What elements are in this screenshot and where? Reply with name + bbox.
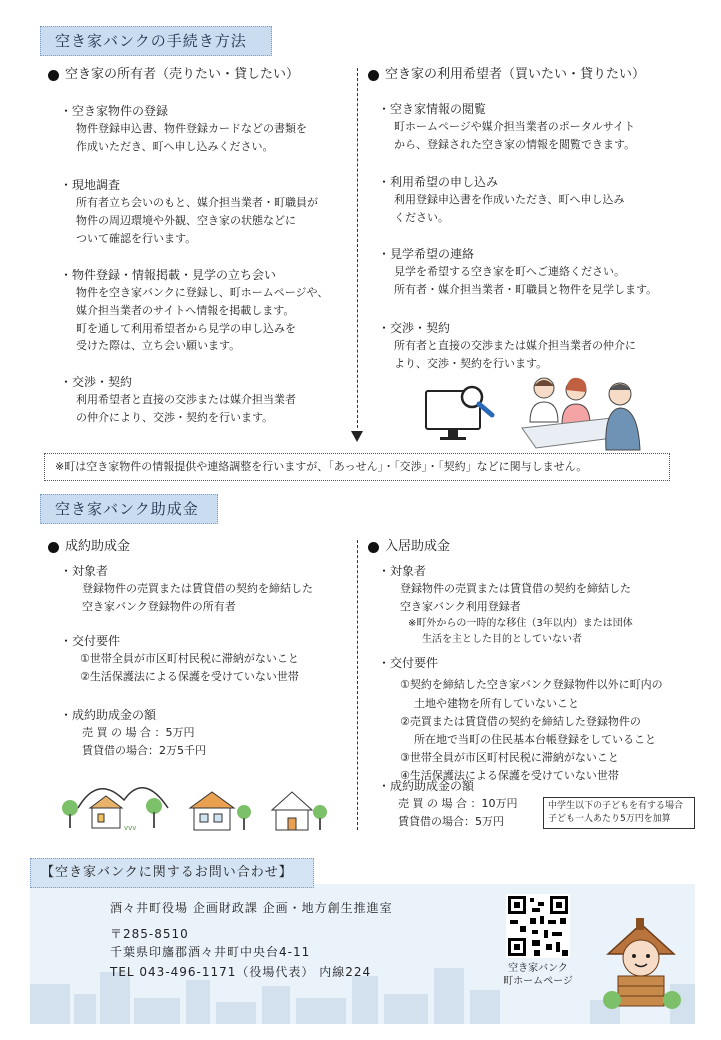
step-line: の仲介により、交渉・契約を行います。 (76, 410, 274, 424)
monitor-search-icon (424, 383, 500, 445)
step-label: ・ 物件登録・情報掲載・見学の立ち会い (60, 267, 360, 284)
item-line: 賃貸借の場合：5万円 (398, 814, 504, 828)
item-line: ②生活保護法による保護を受けていない世帯 (80, 669, 299, 683)
item-label: ・ 対象者 (60, 563, 360, 580)
user-heading-text: 空き家の利用希望者（買いたい・貸りたい） (385, 67, 646, 82)
house-mascot-icon (598, 914, 684, 1012)
step-line: から、登録された空き家の情報を閲覧できます。 (394, 137, 636, 151)
step-label: ・ 空き家物件の登録 (60, 103, 360, 120)
item-line: 空き家バンク登録物件の所有者 (82, 599, 236, 613)
owner-heading (48, 66, 348, 85)
item-label: ・ 交付要件 (60, 633, 360, 650)
contract-grant-heading-text: 成約助成金 (65, 539, 131, 554)
column-divider (357, 540, 358, 830)
contact-title: 【空き家バンクに関するお問い合わせ】 (30, 858, 314, 888)
user-step-apply (378, 174, 698, 227)
contract-amount (60, 707, 360, 760)
contact-tel: TEL 043-496-1171（役場代表） 内線224 (110, 965, 372, 979)
down-arrow-icon (351, 431, 363, 442)
step-line: 媒介担当業者のサイトへ情報を掲載します。 (76, 303, 295, 317)
step-line: 受けた際は、立ち会い願います。 (76, 339, 241, 353)
houses-illustration-icon (58, 778, 330, 834)
contact-org: 酒々井町役場 企画財政課 企画・地方創生推進室 (110, 901, 393, 915)
step-line: 利用希望者と直接の交渉または媒介担当業者 (76, 393, 296, 407)
item-label: ・ 対象者 (378, 563, 698, 580)
owner-step-register (60, 103, 360, 156)
move-in-requirements (378, 655, 698, 785)
contract-requirements (60, 633, 360, 686)
item-label: ・ 成約助成金の額 (60, 707, 360, 724)
item-label: ・ 成約助成金の額 (378, 778, 548, 795)
step-line: 利用登録申込書を作成いただき、町へ申し込み (394, 193, 625, 207)
contract-grant-heading (48, 538, 348, 557)
step-line: より、交渉・契約を行います。 (394, 356, 548, 370)
item-line: ①契約を締結した空き家バンク登録物件以外に町内の (400, 678, 663, 692)
step-label: ・ 交渉・契約 (378, 320, 698, 337)
item-line: ②売買または賃貸借の契約を締結した登録物件の (400, 714, 641, 728)
step-line: 所有者と直接の交渉または媒介担当業者の仲介に (394, 339, 636, 353)
item-label: ・ 交付要件 (378, 655, 698, 672)
user-step-browse (378, 101, 698, 154)
step-label: ・ 利用希望の申し込み (378, 174, 698, 191)
step-label: ・ 見学希望の連絡 (378, 246, 698, 263)
item-line: 登録物件の売買または賃貸借の契約を締結した (400, 582, 631, 596)
contact-postal: 〒285-8510 (110, 927, 189, 941)
step-line: 物件を空き家バンクに登録し、町ホームページや、 (76, 286, 329, 300)
item-line: ①世帯全員が市区町村民税に滞納がないこと (80, 652, 299, 666)
qr-label-line: 空き家バンク (508, 963, 568, 974)
owner-step-contract (60, 374, 360, 427)
step-label: ・ 交渉・契約 (60, 374, 360, 391)
item-line: ③世帯全員が市区町村民税に滞納がないこと (400, 750, 619, 764)
callout-line: 子ども一人あたり5万円を加算 (548, 814, 671, 825)
svg-text:vvv: vvv (124, 824, 137, 832)
user-step-visit (378, 246, 698, 299)
callout-line: 中学生以下の子どもを有する場合 (548, 801, 684, 811)
column-divider (357, 68, 358, 428)
qr-code-icon[interactable] (506, 894, 570, 958)
step-label: ・ 現地調査 (60, 177, 360, 194)
bullet-dot-icon (368, 70, 379, 81)
item-line: 土地や建物を所有していないこと (414, 696, 579, 710)
item-line: ④生活保護法による保護を受けていない世帯 (400, 769, 619, 783)
contract-target (60, 563, 360, 616)
move-in-grant-heading (368, 538, 698, 557)
child-bonus-callout (543, 797, 695, 829)
procedures-title: 空き家バンクの手続き方法 (40, 26, 272, 56)
step-line: ついて確認を行います。 (76, 231, 197, 245)
bullet-dot-icon (368, 542, 379, 553)
disclaimer-notice: ※町は空き家物件の情報提供や連絡調整を行いますが、「あっせん」・「交渉」・「契約」などに関与しません。 (44, 453, 670, 481)
meeting-people-icon (516, 372, 644, 452)
contact-address: 千葉県印旛郡酒々井町中央台4-11 (110, 945, 311, 959)
user-step-contract (378, 320, 698, 373)
step-line: 町ホームページや媒介担当業者のポータルサイト (394, 120, 636, 134)
step-line: 所有者・媒介担当業者・町職員と物件を見学します。 (394, 282, 658, 296)
item-note: 生活を主とした目的としていない者 (422, 633, 582, 645)
item-line: 空き家バンク利用登録者 (400, 599, 521, 613)
subsidy-title: 空き家バンク助成金 (40, 494, 218, 524)
owner-step-listing (60, 267, 360, 355)
step-line: 所有者立ち会いのもと、媒介担当業者・町職員が (76, 196, 318, 210)
owner-step-survey (60, 177, 360, 247)
item-line: 売 買 の 場 合 ：5万円 (82, 726, 195, 740)
item-line: 売 買 の 場 合 ：10万円 (398, 797, 518, 811)
user-heading (368, 66, 698, 85)
step-label: ・ 空き家情報の閲覧 (378, 101, 698, 118)
step-line: ください。 (394, 210, 449, 224)
step-line: 町を通して利用希望者から見学の申し込みを (76, 321, 296, 335)
bullet-dot-icon (48, 70, 59, 81)
qr-label-line: 町ホームページ (503, 976, 573, 987)
step-line: 物件の周辺環境や外観、空き家の状態などに (76, 213, 296, 227)
item-line: 登録物件の売買または賃貸借の契約を締結した (82, 582, 313, 596)
owner-heading-text: 空き家の所有者（売りたい・貸したい） (65, 67, 300, 82)
step-line: 作成いただき、町へ申し込みください。 (76, 139, 274, 153)
item-note: ※町外からの一時的な移住（3年以内）または団体 (408, 617, 633, 629)
step-line: 見学を希望する空き家を町へご連絡ください。 (394, 265, 625, 279)
move-in-target (378, 563, 698, 648)
bullet-dot-icon (48, 542, 59, 553)
item-line: 所在地で当町の住民基本台帳登録をしていること (414, 732, 656, 746)
contact-box (30, 884, 695, 1024)
step-line: 物件登録申込書、物件登録カードなどの書類を (76, 122, 307, 136)
move-in-amount (378, 778, 548, 831)
item-line: 賃貸借の場合：2万5千円 (82, 743, 206, 757)
move-in-grant-heading-text: 入居助成金 (385, 539, 451, 554)
qr-label (492, 962, 584, 988)
